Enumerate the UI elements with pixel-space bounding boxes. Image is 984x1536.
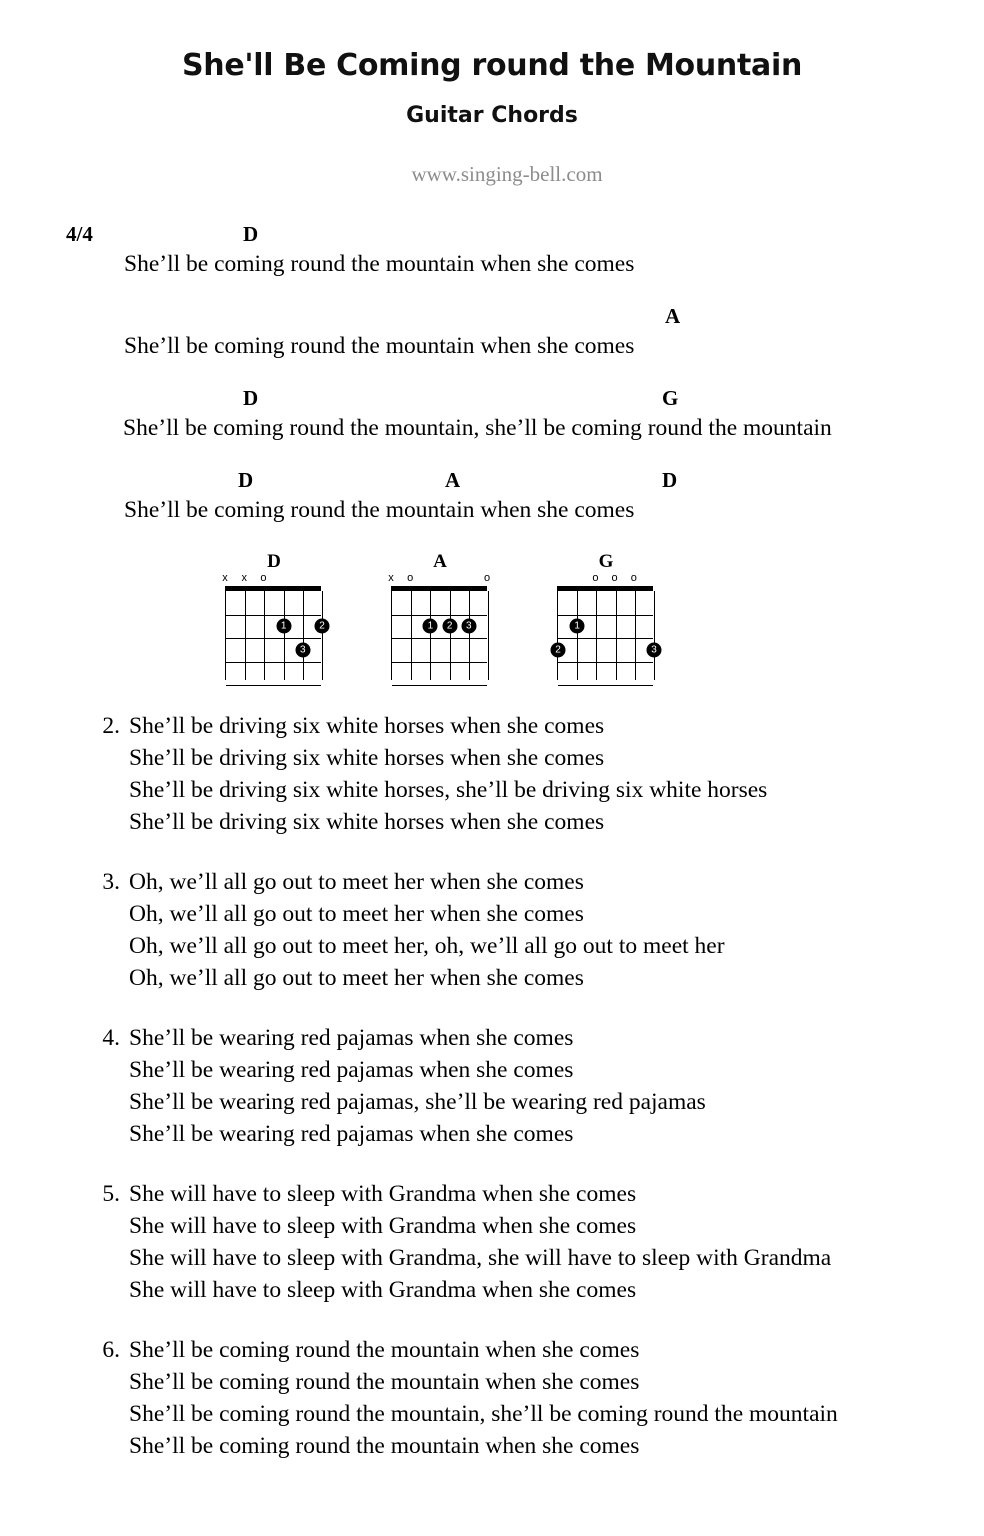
verse-list <box>84 710 974 1490</box>
chord-diagram-name: D <box>267 551 281 572</box>
lyric-line: She will have to sleep with Grandma when she comes <box>129 1181 637 1207</box>
lyric-line: She’ll be coming round the mountain when she comes <box>124 251 635 277</box>
chord-label: D <box>243 386 259 410</box>
fret-line <box>392 662 487 663</box>
lyric-line: Oh, we’ll all go out to meet her when she comes <box>129 965 584 991</box>
lyric-line: She will have to sleep with Grandma when she comes <box>129 1277 637 1303</box>
verse-block <box>84 1022 974 1150</box>
finger-dot: 3 <box>295 642 310 657</box>
time-signature: 4/4 <box>66 222 93 246</box>
open-string-icon: o <box>592 572 599 584</box>
finger-dot: 3 <box>647 642 662 657</box>
fret-line <box>392 685 487 686</box>
chord-diagram <box>557 552 655 680</box>
chord-diagram-name: A <box>433 551 447 572</box>
verse-number: 2. <box>102 713 120 739</box>
fret-line <box>392 638 487 639</box>
lyric-line: She’ll be coming round the mountain, she’ll be coming round the mountain <box>129 1401 838 1427</box>
chord-label: G <box>662 386 679 410</box>
open-string-markers <box>557 572 655 586</box>
chord-diagram-group <box>222 551 657 680</box>
lyric-line: Oh, we’ll all go out to meet her when she comes <box>129 869 584 895</box>
verse-block <box>84 710 974 838</box>
chord-diagram <box>222 551 325 680</box>
chord-label: D <box>662 468 678 492</box>
finger-dot: 2 <box>442 619 457 634</box>
fret-line <box>558 662 653 663</box>
page-subtitle: Guitar Chords <box>406 103 578 128</box>
finger-dot: 3 <box>461 619 476 634</box>
lyric-line: She’ll be coming round the mountain, she’ll be coming round the mountain <box>123 415 832 441</box>
string-line <box>430 591 431 680</box>
verse-number: 3. <box>102 869 120 895</box>
fret-line <box>558 685 653 686</box>
lyric-line: She’ll be driving six white horses, she’ll be driving six white horses <box>129 777 768 803</box>
verse-lines <box>120 1178 831 1306</box>
verse-block <box>84 866 974 994</box>
chord-label: D <box>243 222 259 246</box>
chord-line-3 <box>124 386 984 413</box>
website-credit: www.singing-bell.com <box>411 162 603 186</box>
string-line <box>654 591 655 680</box>
lyric-line: She’ll be wearing red pajamas, she’ll be wearing red pajamas <box>129 1089 706 1115</box>
verse-number: 6. <box>102 1337 120 1363</box>
string-line <box>469 591 470 680</box>
chord-line-2 <box>124 304 984 331</box>
lyric-line: She will have to sleep with Grandma when she comes <box>129 1213 637 1239</box>
chord-label: A <box>445 468 461 492</box>
verse-lines <box>120 1022 706 1150</box>
lyric-line: She’ll be wearing red pajamas when she comes <box>129 1025 574 1051</box>
fret-line <box>558 615 653 616</box>
string-line <box>264 591 265 680</box>
string-line <box>322 591 323 680</box>
lyric-line: Oh, we’ll all go out to meet her when she comes <box>129 901 584 927</box>
lyric-line: She’ll be driving six white horses when she comes <box>129 745 605 771</box>
fret-line <box>226 615 321 616</box>
chord-diagram <box>388 551 491 680</box>
finger-dot: 2 <box>551 642 566 657</box>
fret-line <box>226 662 321 663</box>
string-line <box>303 591 304 680</box>
lyric-line: She’ll be coming round the mountain when she comes <box>129 1369 640 1395</box>
string-line <box>411 591 412 680</box>
spacer <box>124 279 984 304</box>
verse-number: 4. <box>102 1025 120 1051</box>
lyric-line: She’ll be coming round the mountain when she comes <box>129 1337 640 1363</box>
open-string-markers <box>388 572 491 586</box>
verse-block <box>84 1178 974 1306</box>
lyric-line: She will have to sleep with Grandma, she will have to sleep with Grandma <box>129 1245 832 1271</box>
lyric-line: She’ll be wearing red pajamas when she comes <box>129 1121 574 1147</box>
verse-lines <box>120 710 767 838</box>
string-line <box>616 591 617 680</box>
string-line <box>450 591 451 680</box>
lyric-line: She’ll be wearing red pajamas when she comes <box>129 1057 574 1083</box>
fret-line <box>226 638 321 639</box>
open-string-icon: o <box>407 572 414 584</box>
string-line <box>488 591 489 680</box>
chord-line-1 <box>124 222 984 249</box>
verse-number: 5. <box>102 1181 120 1207</box>
lyric-line: Oh, we’ll all go out to meet her, oh, we’ll all go out to meet her <box>129 933 725 959</box>
chord-label: D <box>238 468 254 492</box>
verse-lines <box>120 866 725 994</box>
muted-string-icon: x <box>388 572 394 584</box>
chord-diagram-name: G <box>598 551 614 572</box>
finger-dot: 1 <box>570 619 585 634</box>
fret-line <box>392 615 487 616</box>
open-string-icon: o <box>630 572 637 584</box>
open-string-icon: o <box>260 572 267 584</box>
finger-dot: 1 <box>276 619 291 634</box>
string-line <box>596 591 597 680</box>
string-line <box>245 591 246 680</box>
chord-line-4 <box>124 468 984 495</box>
string-line <box>284 591 285 680</box>
fret-line <box>558 638 653 639</box>
open-string-markers <box>222 572 323 586</box>
open-string-icon: o <box>483 572 491 584</box>
string-line <box>635 591 636 680</box>
muted-string-icon: x <box>222 572 228 584</box>
lyric-line: She’ll be coming round the mountain when she comes <box>124 497 635 523</box>
verse-lines <box>120 1334 838 1462</box>
verse-1-with-chords <box>124 222 984 525</box>
muted-string-icon: x <box>241 572 247 584</box>
string-line <box>577 591 578 680</box>
page-title: She'll Be Coming round the Mountain <box>181 48 803 83</box>
fretboard-grid <box>555 586 657 680</box>
fret-line <box>226 685 321 686</box>
lyric-line: She’ll be driving six white horses when she comes <box>129 809 605 835</box>
fretboard-grid <box>391 586 487 680</box>
fretboard-grid <box>225 586 325 680</box>
lyric-line: She’ll be coming round the mountain when she comes <box>129 1433 640 1459</box>
lyric-line: She’ll be coming round the mountain when she comes <box>124 333 635 359</box>
finger-dot: 1 <box>423 619 438 634</box>
open-string-icon: o <box>611 572 618 584</box>
lyric-line: She’ll be driving six white horses when she comes <box>129 713 605 739</box>
spacer <box>124 443 984 468</box>
spacer <box>124 361 984 386</box>
verse-block <box>84 1334 974 1462</box>
chord-label: A <box>665 304 681 328</box>
finger-dot: 2 <box>315 619 330 634</box>
